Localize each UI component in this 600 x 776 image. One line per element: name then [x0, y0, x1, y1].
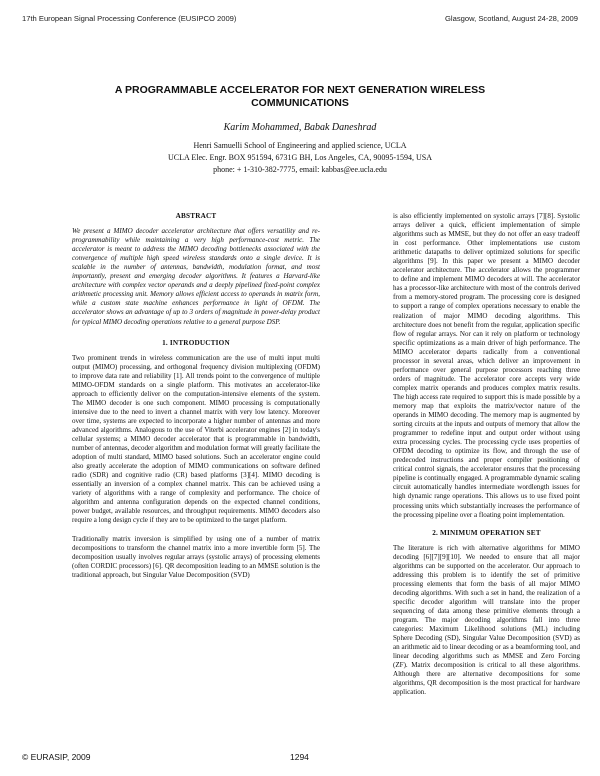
paper-authors: Karim Mohammed, Babak Daneshrad [223, 122, 377, 133]
abstract-heading: ABSTRACT [175, 212, 217, 220]
affiliation-line: Henri Samuelli School of Engineering and applied science, UCLA [193, 141, 407, 150]
body-paragraph: The literature is rich with alternative algorithms for MIMO decoding [6][7][9][10]. We needed to ensure that all major algorithms can be supported on the accelerator. Our approach to addressing this problem is to identify the set of primitive processing elements that form the basis of all major MIMO decoding algorithms. With such a set in hand, the realization of a specific decoder algorithm will translate into the proper sequencing of data among these primitive elements through a program. The major decoding algorithms fall into three categories: Maximum Likelihood solutions (ML) including Sphere Decoding (SD), Singular Value Decomposition (SVD) as an arithmetic aid to linear decoding or as a beamforming tool, and linear decoding algorithms such as MMSE and Zero Forcing (ZF). Matrix decomposition is critical to all these algorithms. Although there are alternative decompositions for some algorithms, QR decomposition is the most practical for hardware application. [393, 543, 580, 697]
intro-paragraph: Two prominent trends in wireless communication are the use of multi input multi output (MIMO) processing, and orthogonal frequency division multiplexing (OFDM) to improve data rate and reliability [1]. All trends point to the convergence of multiple MIMO-OFDM standards on a single platform. This motivates an accelerator-like approach to efficiently deliver on the computation-intensive elements of the system. The MIMO decoder is one such component. MIMO processing is computationally intensive due to the need to invert a channel matrix with very low latency. Moreover over time, systems are expected to incorporate a higher number of antennas and more advanced algorithms. Analogous to the use of Viterbi accelerator engines [2] in today's cellular systems; a MIMO decoder accelerator that is programmable in bandwidth, number of antennas, decoder algorithm and modulation format will greatly facilitate the adoption of multi standard, MIMO based solutions. Such an accelerator engine could also greatly accelerate the adoption of MIMO communications on software defined radio (SDR) and cognitive radio (CR) based platforms [3][4]. MIMO decoding is essentially an inversion of a complex channel matrix. This can be achieved using a variety of algorithms with a range of complexity and performance. The choice of algorithm and antenna configuration depends on the expected channel conditions, power budget, available resources, and throughput requirements. MIMO decoders also require a long design cycle if they are to be optimized to the target platform. [72, 353, 320, 525]
page-number: 1294 [290, 752, 309, 762]
introduction-heading: 1. INTRODUCTION [162, 338, 230, 347]
body-paragraph: is also efficiently implemented on systolic arrays [7][8]. Systolic arrays deliver a quick, efficient implementation of simple algorithms such as MMSE, but they do not offer an easy tradeoff in cost performance. Other implementations use custom arithmetic datapaths to deliver optimized solutions for specific algorithms [9]. In this paper we present a MIMO decoder accelerator architecture. The accelerator allows the programmer to define and implement MIMO decoders at will. The accelerator has a processor-like architecture with most of the controls derived from a memory-stored program. The processing core is designed to support a range of complex operations necessary to enable the realization of major MIMO decoding algorithms. This architecture does not benefit from the regular, application specific flow of regular arrays. Nor can it rely on platform or technology specific optimizations as a main driver of high performance. The MIMO accelerator departs radically from a conventional processor in several areas, which deliver an improvement in performance over general purpose processors reaching three orders of magnitude. The accelerator core accepts very wide complex matrix operands and produces complex matrix results. The high access rate required to support this is made possible by a memory map that exploits the matrix/vector nature of the operands in MIMO decoding. The memory map is augmented by sorting circuits at the inputs and outputs of memory that allow the programmer to redefine input and output order without using extra processing cycles. The processing cycle uses properties of OFDM decoding to optimize its flow, and through the use of predecoded instructions and proper compiler positioning of critical control signals, the accelerator ensures that the processing pipeline is continually engaged. A programmable dynamic scaling circuit automatically handles intermediate wordlength issues for high dynamic range operations. This allows us to use fixed point processing units which substantially increases the performance of the processing pipeline over a floating point implementation. [393, 212, 580, 519]
affiliation-block [0, 140, 600, 176]
conference-location-date: Glasgow, Scotland, August 24-28, 2009 [445, 14, 578, 23]
right-column [393, 212, 580, 706]
paper-title-line: COMMUNICATIONS [251, 96, 349, 109]
page-header [22, 14, 578, 26]
conference-name: 17th European Signal Processing Conference (EUSIPCO 2009) [22, 14, 237, 23]
paper-title [40, 84, 560, 109]
section-heading-minimum-operation-set: 2. MINIMUM OPERATION SET [432, 528, 541, 537]
paper-title-line: A PROGRAMMABLE ACCELERATOR FOR NEXT GENERATION WIRELESS [114, 84, 486, 96]
affiliation-contact: phone: + 1-310-382-7775, email: kabbas@ee.ucla.edu [213, 165, 387, 174]
intro-paragraph: Traditionally matrix inversion is simplified by using one of a number of matrix decompositions to transform the channel matrix into a more invertible form [5]. The decomposition usually involves regular arrays (systolic arrays) of processing elements (often CORDIC processors) [6]. QR decomposition leading to an MMSE solution is the traditional approach, but Singular Value Decomposition (SVD) [72, 534, 320, 579]
affiliation-address: UCLA Elec. Engr. BOX 951594, 6731G BH, Los Angeles, CA, 90095-1594, USA [168, 153, 432, 162]
abstract-text: We present a MIMO decoder accelerator architecture that offers versatility and re-programmability while maintaining a very high performance-cost metric. The accelerator is meant to address the MIMO decoding bottlenecks associated with the convergence of multiple high speed wireless standards onto a single device. It is scalable in the number of antennas, bandwidth, modulation format, and most importantly, present and emerging decoder algorithms. It features a Harvard-like architecture with complex vector operands and a deeply pipelined fixed-point complex arithmetic processing unit. Memory allows efficient access to operands in matrix form, while a custom state machine enhances performance in light of OFDM. The accelerator shows an advantage of up to 3 orders of magnitude in power-delay product for typical MIMO decoding operations relative to a general purpose DSP. [72, 227, 320, 326]
page-footer [22, 752, 578, 766]
left-column [72, 212, 320, 589]
copyright-notice: © EURASIP, 2009 [22, 752, 91, 762]
